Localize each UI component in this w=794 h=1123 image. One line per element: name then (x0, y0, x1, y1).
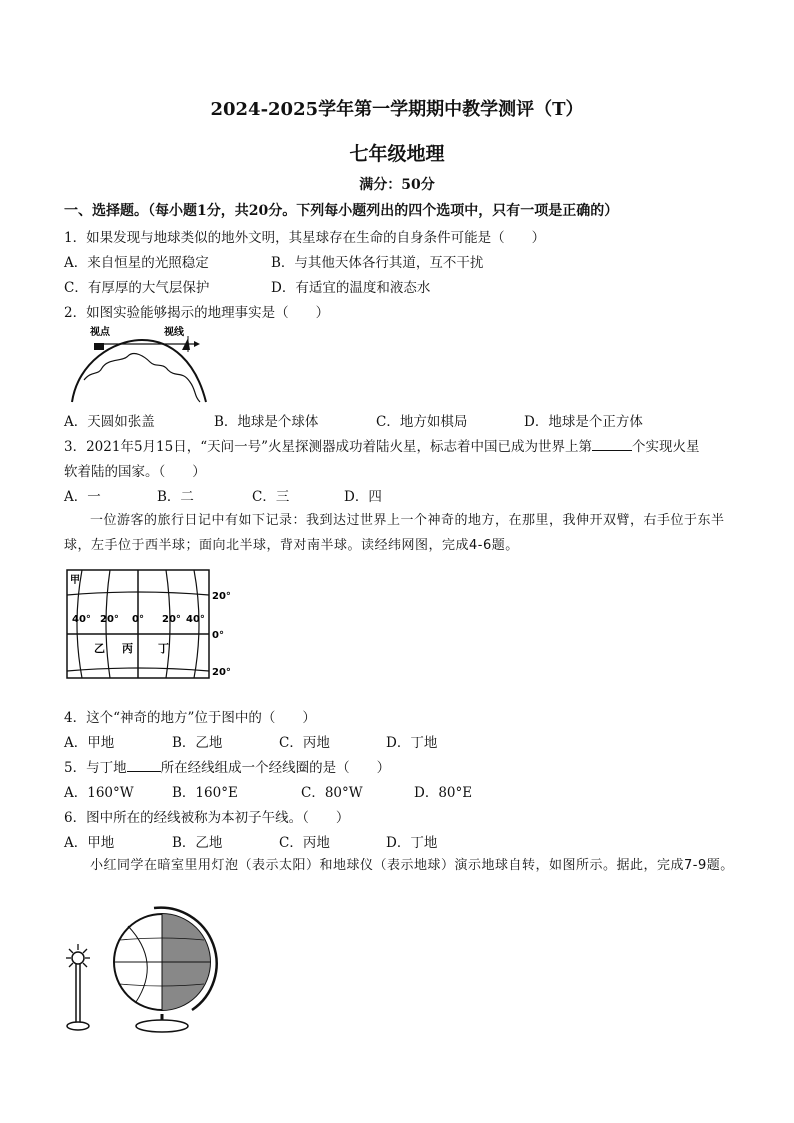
q2-option-d: D．地球是个正方体 (524, 414, 643, 430)
q4-stem: 4．这个“神奇的地方”位于图中的（ ） (64, 710, 316, 726)
label-ding: 丁 (158, 642, 169, 655)
q5-option-c: C．80°W (301, 785, 363, 801)
q6-stem: 6．图中所在的经线被称为本初子午线。（ ） (64, 810, 350, 826)
label-20-w: 20° (100, 614, 119, 625)
coastline (84, 354, 200, 402)
lat-lon-grid-figure (64, 567, 244, 682)
q6-option-c: C．丙地 (279, 835, 330, 851)
q3-option-a: A．一 (64, 489, 101, 505)
lamp-icon (66, 944, 90, 1030)
q3-option-c: C．三 (252, 489, 290, 505)
viewer-marker (94, 343, 104, 350)
exam-title: 2024-2025学年第一学期期中教学测评（T） (210, 99, 584, 120)
q5-option-b: B．160°E (172, 785, 238, 801)
q5-option-d: D．80°E (414, 785, 473, 801)
globe-icon (114, 908, 217, 1032)
label-jia: 甲 (70, 575, 80, 586)
q3-blank (592, 438, 632, 451)
q2-figure-earth-curvature (64, 322, 214, 404)
sight-arrow (194, 341, 200, 347)
q5-option-a: A．160°W (64, 785, 134, 801)
q1-option-a: A．来自恒星的光照稳定 (64, 255, 209, 271)
q3-stem: 3．2021年5月15日，“天问一号”火星探测器成功着陆火星，标志着中国已成为世界上第 个实现火星 (64, 439, 700, 455)
label-20-e: 20° (162, 614, 181, 625)
q6-option-b: B．乙地 (172, 835, 223, 851)
q2-option-c: C．地方如棋局 (376, 414, 468, 430)
q3-option-d: D．四 (344, 489, 382, 505)
exam-subject: 七年级地理 (349, 143, 445, 165)
label-bing: 丙 (122, 642, 133, 655)
label-yi: 乙 (94, 642, 105, 655)
q2-option-a: A．天圆如张盖 (64, 414, 155, 430)
q2-stem: 2．如图实验能够揭示的地理事实是（ ） (64, 305, 330, 321)
q6-option-d: D．丁地 (386, 835, 438, 851)
label-40-w: 40° (72, 614, 91, 625)
q5-blank (127, 759, 161, 772)
exam-score: 满分：50分 (359, 177, 435, 193)
label-20-n: 20° (212, 591, 231, 602)
label-0-lon: 0° (132, 614, 144, 625)
label-0-lat: 0° (212, 630, 224, 641)
label-20-s: 20° (212, 667, 231, 678)
label-view-point: 视点 (90, 327, 110, 338)
q4-option-a: A．甲地 (64, 735, 115, 751)
passage-globe-demo: 小红同学在暗室里用灯泡（表示太阳）和地球仪（表示地球）演示地球自转，如图所示。据此，完成7-9题。 (90, 858, 734, 873)
q1-option-c: C．有厚厚的大气层保护 (64, 280, 210, 296)
globe-lamp-figure (64, 906, 224, 1036)
q3-option-b: B．二 (157, 489, 194, 505)
q4-option-c: C．丙地 (279, 735, 330, 751)
q6-option-a: A．甲地 (64, 835, 115, 851)
q1-option-d: D．有适宜的温度和液态水 (271, 280, 431, 296)
q2-option-b: B．地球是个球体 (214, 414, 319, 430)
label-sight-line: 视线 (164, 327, 184, 338)
q1-option-b: B．与其他天体各行其道，互不干扰 (271, 255, 484, 271)
q3-stem-line2: 软着陆的国家。（ ） (64, 464, 206, 480)
q5-stem: 5．与丁地 所在经线组成一个经线圈的是（ ） (64, 760, 391, 776)
passage-travel-diary: 一位游客的旅行日记中有如下记录：我到达过世界上一个神奇的地方，在那里，我伸开双臂，右手位于东半球，左手位于西半球；面向北半球，背对南半球。读经纬网图，完成4-6题。 (64, 513, 725, 553)
q4-option-b: B．乙地 (172, 735, 223, 751)
q1-stem: 1．如果发现与地球类似的地外文明，其星球存在生命的自身条件可能是（ ） (64, 230, 546, 246)
label-40-e: 40° (186, 614, 205, 625)
section-heading: 一、选择题。（每小题1分，共20分。下列每小题列出的四个选项中，只有一项是正确的） (64, 203, 619, 219)
q4-option-d: D．丁地 (386, 735, 438, 751)
